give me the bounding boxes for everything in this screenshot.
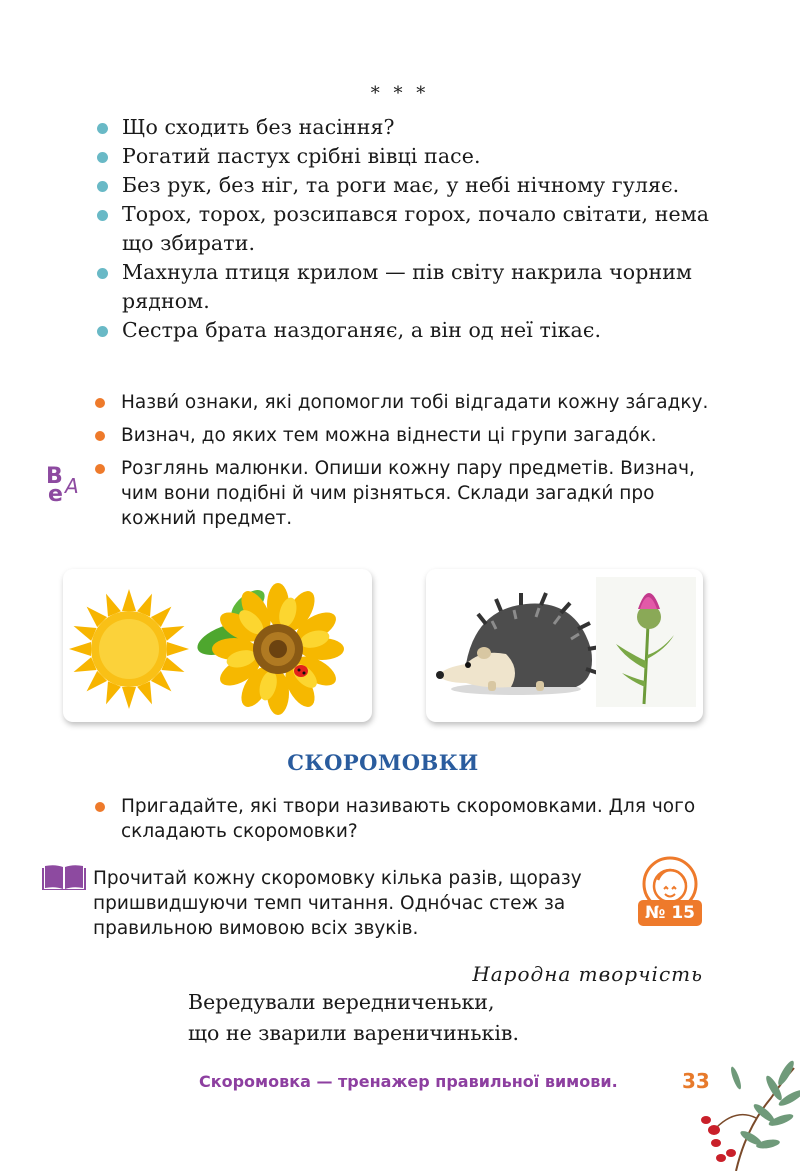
poem-line: Вередували вередниченьки, [188,990,495,1014]
sun-icon [69,589,189,709]
bullet-icon [97,181,108,192]
poem-line: що не зварили вареничиньків. [188,1021,519,1045]
task-item [93,423,713,448]
task-text: Розглянь малюнки. Опиши кожну пару предметів. Визнач, чим вони подібні й чим різняться. Склади загадки́ про кожний предмет. [121,458,695,529]
vea-letter: В [46,464,63,489]
track-number: № 15 [644,903,696,923]
vea-letter: е [48,482,63,507]
section-title: СКОРОМОВКИ [287,750,479,775]
riddle-item [95,171,715,200]
bullet-icon [97,210,108,221]
hedgehog-icon [436,593,600,691]
bullet-icon [97,123,108,134]
picture-hedgehog-thistle [426,569,703,722]
riddle-item [95,258,715,316]
riddle-item [95,200,715,258]
author: Народна творчість [472,962,703,986]
vea-letter: А [65,474,79,498]
bullet-icon [95,464,105,474]
riddle-item [95,316,715,345]
riddle-text: Без рук, без ніг, та роги має, у небі нічному гуляє. [122,173,680,197]
task-item [93,390,713,415]
open-book-icon [42,864,86,890]
sunflower-icon [193,583,344,715]
page-number: 33 [682,1069,710,1093]
picture-sun-sunflower [63,569,372,722]
creative-task-icon [43,464,85,510]
task-text: Пригадайте, які твори називають скоромовками. Для чого складають скоромовки? [121,796,696,842]
riddle-text: Що сходить без насіння? [122,115,395,139]
task-item [93,456,713,531]
audio-track-badge [634,856,706,928]
bullet-icon [97,268,108,279]
riddle-text: Рогатий пастух срібні вівці пасе. [122,144,481,168]
riddle-item [95,142,715,171]
task-text: Назви́ ознаки, які допомогли тобі відгадати кожну за́гадку. [121,392,709,413]
riddle-text: Сестра брата наздоганяє, а він од неї тікає. [122,318,602,342]
section-task-list [93,794,713,844]
tongue-twister [188,987,519,1049]
task-list [93,390,713,539]
footer-note: Скоромовка — тренажер правильної вимови. [199,1072,618,1091]
riddle-text: Махнула птиця крилом — пів світу накрила чорним рядном. [122,260,693,313]
section-separator: * * * [370,83,430,104]
reading-instruction: Прочитай кожну скоромовку кілька разів, щоразу пришвидшуючи темп читання. Одно́час стеж за правильною вимовою всіх звуків. [93,868,582,939]
riddle-list [95,113,715,345]
hedgehog-thistle-image [426,569,703,722]
bullet-icon [95,431,105,441]
ladybug-icon [294,665,308,677]
bullet-icon [97,152,108,163]
task-item [93,794,713,844]
bullet-icon [97,326,108,337]
riddle-item [95,113,715,142]
bullet-icon [95,398,105,408]
rosehip-branch-icon [676,1058,800,1171]
bullet-icon [95,802,105,812]
riddle-text: Торох, торох, розсипався горох, почало світати, нема що збирати. [122,202,710,255]
sun-sunflower-image [63,569,372,722]
task-text: Визнач, до яких тем можна віднести ці групи загадо́к. [121,425,657,446]
